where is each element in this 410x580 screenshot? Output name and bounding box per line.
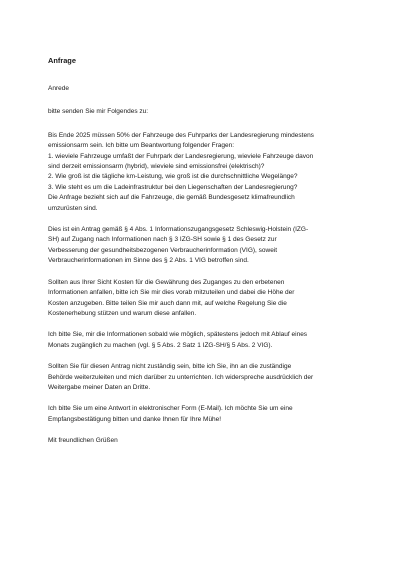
- text-line: Sollten aus Ihrer Sicht Kosten für die Gewährung des Zuganges zu den erbetenen: [48, 278, 285, 286]
- salutation: Anrede: [48, 85, 69, 92]
- paragraph-deadline: [48, 330, 368, 351]
- text-line: Verbesserung der gesundheitsbezogenen Verbraucherinformation (VIG), soweit: [48, 246, 278, 254]
- paragraph-legal-basis: [48, 225, 368, 267]
- text-line: Kosten anzugeben. Bitte teilen Sie mir auch dann mit, auf welche Regelung Sie die: [48, 299, 287, 307]
- text-line: Bis Ende 2025 müssen 50% der Fahrzeuge des Fuhrparks der Landesregierung mindestens: [48, 131, 314, 139]
- text-line: 2. Wie groß ist die tägliche km-Leistung, wie groß ist die durchschnittliche Wegelänge?: [48, 173, 298, 181]
- text-line: Verbraucherinformationen im Sinne des § 2 Abs. 1 VIG betroffen sind.: [48, 257, 249, 265]
- text-line: sind derzeit emissionsarm (hybrid), wieviele sind emissionsfrei (elektrisch)?: [48, 163, 265, 171]
- letter-page: [48, 55, 368, 458]
- text-line: Informationen anfallen, bitte ich Sie mir dies vorab mitzuteilen und dabei die Höhe der: [48, 289, 295, 297]
- text-line: Weitergabe meiner Daten an Dritte.: [48, 383, 151, 391]
- text-line: 3. Wie steht es um die Ladeinfrastruktur bei den Liegenschaften der Landesregierung?: [48, 183, 298, 191]
- text-line: Dies ist ein Antrag gemäß § 4 Abs. 1 Informationszugangsgesetz Schleswig-Holstein (IZG-: [48, 226, 309, 234]
- text-line: Behörde weiterzuleiten und mich darüber zu unterrichten. Ich widerspreche ausdrücklich der: [48, 373, 314, 381]
- text-line: Sollten Sie für diesen Antrag nicht zuständig sein, bitte ich Sie, ihn an die zuständige: [48, 363, 292, 371]
- text-line: SH) auf Zugang nach Informationen nach § 3 IZG-SH sowie § 1 des Gesetz zur: [48, 236, 277, 244]
- text-line: emissionsarm sein. Ich bitte um Beantwortung folgender Fragen:: [48, 142, 235, 150]
- paragraph-questions: [48, 131, 368, 214]
- text-line: umzurüsten sind.: [48, 204, 98, 212]
- paragraph-response-form: [48, 404, 368, 425]
- letter-title: Anfrage: [48, 56, 76, 65]
- paragraph-costs: [48, 278, 368, 320]
- text-line: Empfangsbestätigung bitten und danke Ihnen für Ihre Mühe!: [48, 415, 222, 423]
- intro-line: bitte senden Sie mir Folgendes zu:: [48, 108, 149, 116]
- closing: Mit freundlichen Grüßen: [48, 437, 118, 445]
- text-line: Ich bitte Sie, mir die Informationen sobald wie möglich, spätestens jedoch mit Ablauf eines: [48, 331, 308, 339]
- text-line: Kostenerhebung stützen und warum diese anfallen.: [48, 309, 197, 317]
- text-line: 1. wieviele Fahrzeuge umfaßt der Fuhrpark der Landesregierung, wieviele Fahrzeuge davon: [48, 152, 314, 160]
- text-line: Ich bitte Sie um eine Antwort in elektronischer Form (E-Mail). Ich möchte Sie um eine: [48, 405, 293, 413]
- paragraph-forwarding: [48, 362, 368, 393]
- text-line: Die Anfrage bezieht sich auf die Fahrzeuge, die gemäß Bundesgesetz klimafreundlich: [48, 194, 295, 202]
- text-line: Monats zugänglich zu machen (vgl. § 5 Abs. 2 Satz 1 IZG-SH/§ 5 Abs. 2 VIG).: [48, 341, 273, 349]
